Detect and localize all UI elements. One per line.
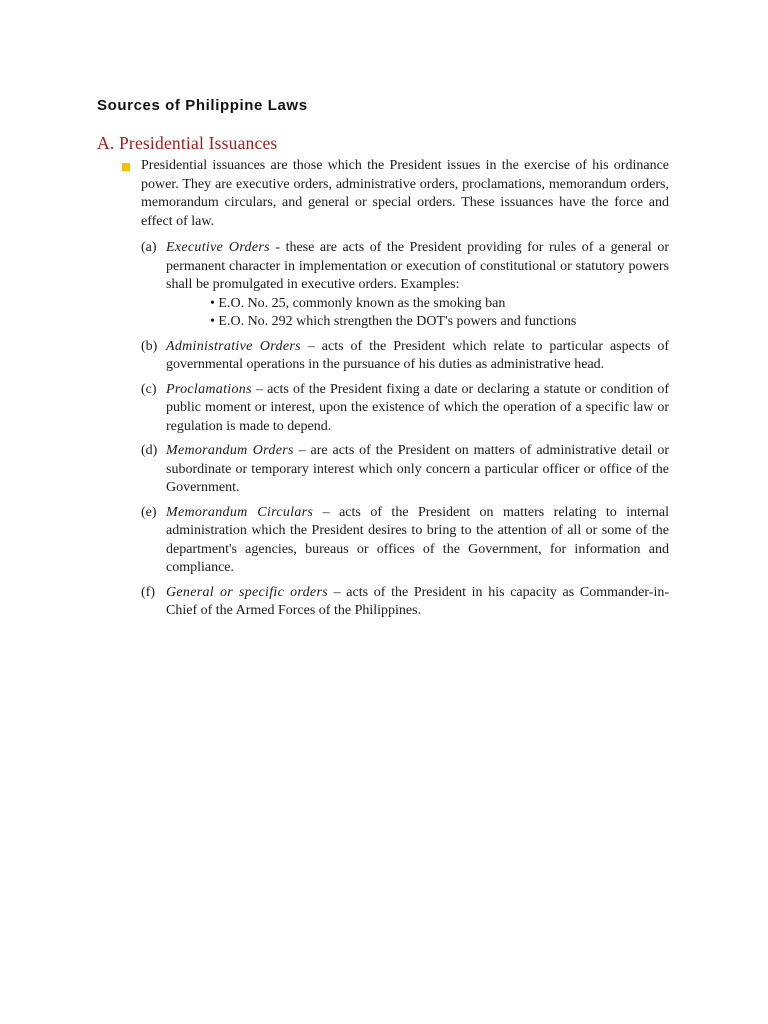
intro-paragraph: Presidential issuances are those which the President issues in the exercise of his ordinance power. They are executive orders, administrative orders, proclamations, memorandum orders, memorandum circulars, and general or special orders. These issuances have the force and effect of law. [141,158,669,229]
item-text: – are acts of the President on matters of administrative detail or subordinate or temporary interest which only concern a particular officer or office of the Government. [166,443,669,495]
item-text: – acts of the President on matters relating to internal administration which the President desires to bring to the attention of all or some of the department's agencies, bureaus or offices of the Government, for information and compliance. [166,504,670,575]
item-text: - these are acts of the President providing for rules of a general or permanent character in implementation or execution of constitutional or statutory powers shall be promulgated in executive orders. Examples: [166,240,669,292]
item-term: Memorandum Circulars [166,504,314,520]
list-item-memorandum-orders [141,442,669,498]
list-item-memorandum-circulars [141,504,669,578]
item-text: – acts of the President which relate to particular aspects of governmental operations in the pursuance of his duties as administrative head. [166,338,670,372]
examples-list [166,295,669,332]
list-item-proclamations [141,381,669,437]
item-term: Memorandum Orders [166,443,294,458]
issuance-list [141,239,669,621]
item-label: (b) [141,338,158,354]
example-item: • E.O. No. 25, commonly known as the smoking ban [210,295,506,311]
item-text: – acts of the President in his capacity as Commander-in-Chief of the Armed Forces of the Philippines. [166,584,669,618]
item-term: Proclamations [166,381,252,397]
square-bullet-icon [122,163,130,171]
item-label: (d) [141,443,158,458]
example-item: • E.O. No. 292 which strengthen the DOT's powers and functions [210,314,577,329]
item-term: Administrative Orders [166,338,301,354]
list-item-general-orders [141,584,669,621]
section-heading: A. Presidential Issuances [97,133,278,153]
item-label: (f) [141,584,155,600]
item-label: (c) [141,381,157,397]
item-term: Executive Orders [166,240,270,255]
item-text: – acts of the President fixing a date or declaring a statute or condition of public moment or interest, upon the existence of which the operation of a specific law or regulation is made to depend. [166,381,669,434]
document-title: Sources of Philippine Laws [97,97,308,114]
list-item-executive-orders [141,239,669,332]
item-label: (a) [141,240,157,255]
item-label: (e) [141,504,157,520]
bullet-block [118,157,678,627]
item-term: General or specific orders [166,584,328,600]
list-item-administrative-orders [141,338,669,375]
